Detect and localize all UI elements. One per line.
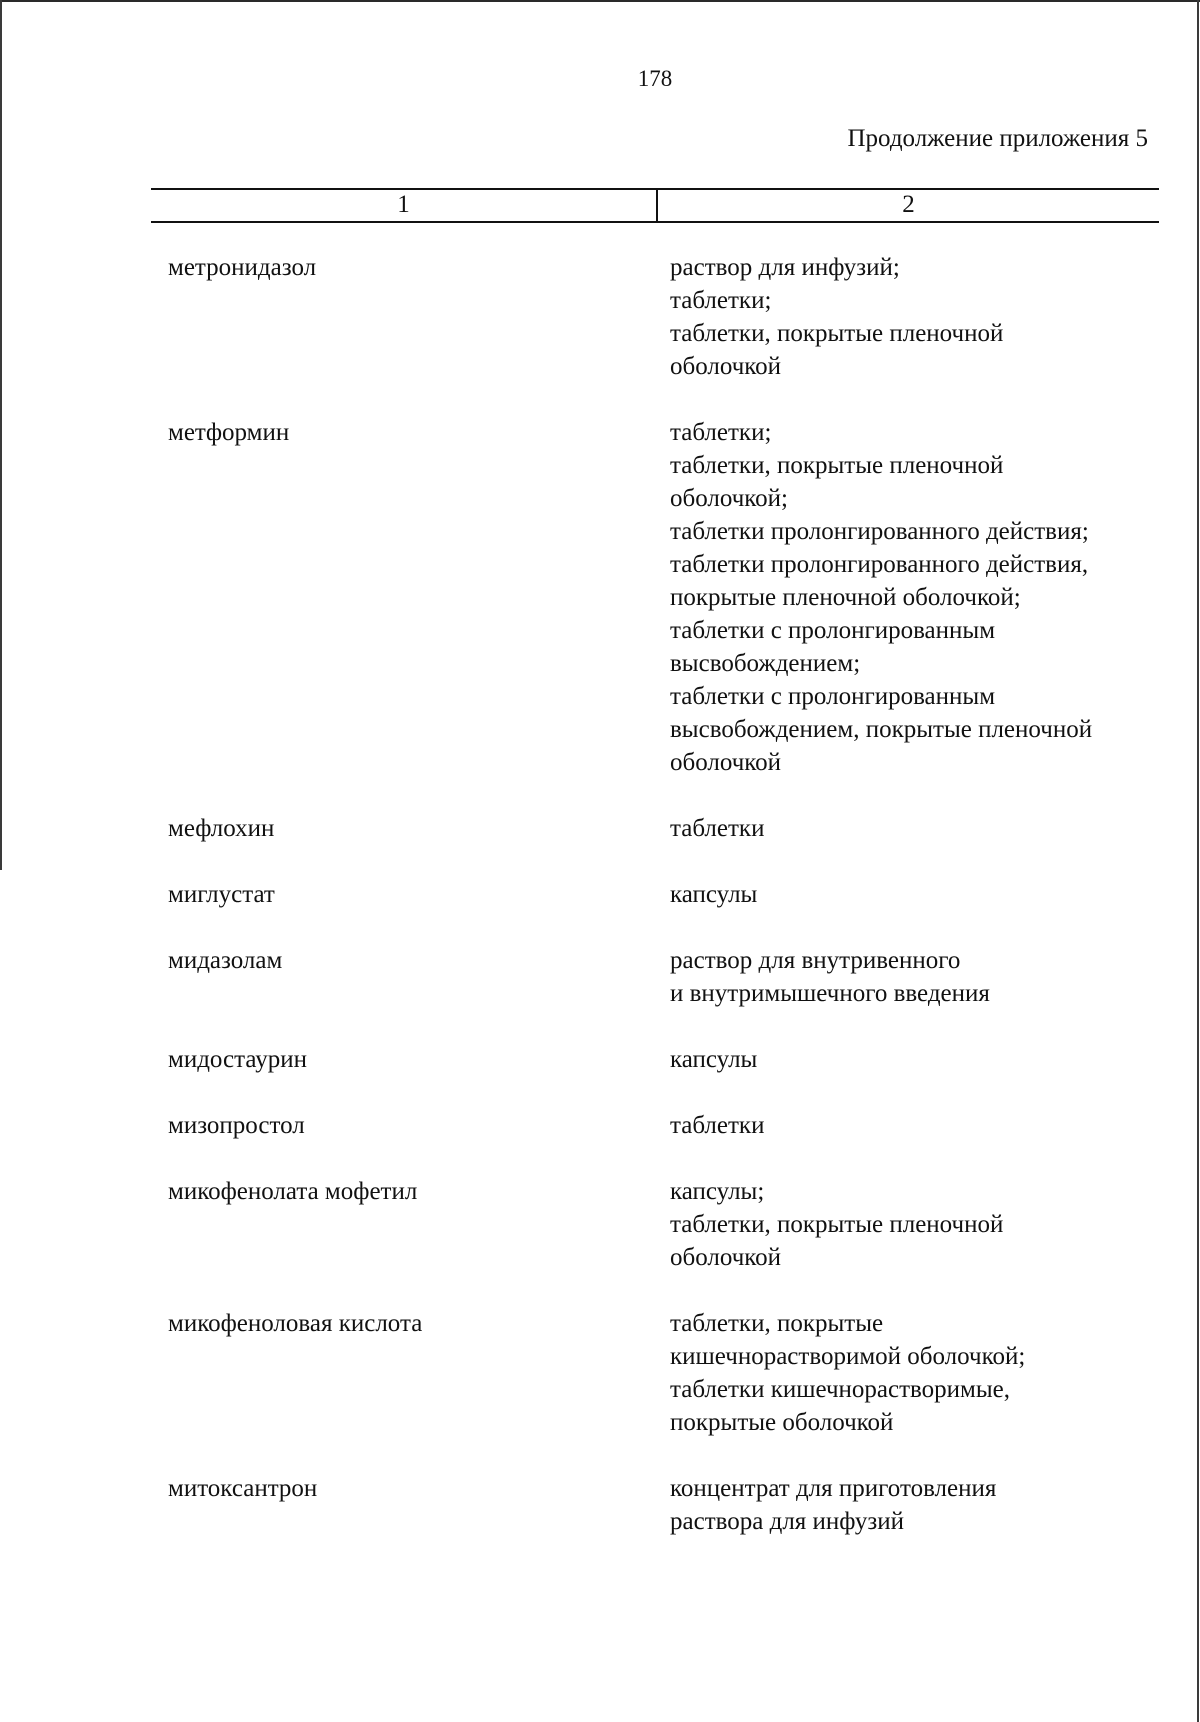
dosage-forms bbox=[670, 1307, 1170, 1439]
column-header-1: 1 bbox=[397, 191, 410, 218]
column-header-2: 2 bbox=[902, 191, 915, 218]
drug-name: миглустат bbox=[168, 881, 275, 908]
dosage-form-line: таблетки bbox=[670, 815, 765, 842]
drug-name: метронидазол bbox=[168, 254, 317, 281]
dosage-forms bbox=[670, 251, 1170, 383]
drug-name: микофенолата мофетил bbox=[168, 1178, 418, 1205]
dosage-form-line: оболочкой; bbox=[670, 485, 788, 512]
drug-name: митоксантрон bbox=[168, 1475, 318, 1502]
dosage-form-line: таблетки, покрытые пленочной bbox=[670, 1211, 1004, 1238]
dosage-forms bbox=[670, 878, 1170, 911]
dosage-forms bbox=[670, 1175, 1170, 1274]
table-row bbox=[0, 251, 1200, 383]
dosage-form-line: таблетки, покрытые пленочной bbox=[670, 320, 1004, 347]
table-row bbox=[0, 812, 1200, 845]
dosage-form-line: оболочкой bbox=[670, 749, 782, 776]
dosage-form-line: таблетки кишечнорастворимые, bbox=[670, 1376, 1010, 1403]
table-row bbox=[0, 1307, 1200, 1439]
dosage-form-line: покрытые пленочной оболочкой; bbox=[670, 584, 1021, 611]
drug-name: мидостаурин bbox=[168, 1046, 307, 1073]
table-header-top-rule bbox=[151, 188, 1159, 190]
scan-edge-top bbox=[0, 0, 1200, 2]
dosage-forms bbox=[670, 1043, 1170, 1076]
table-row bbox=[0, 416, 1200, 779]
dosage-form-line: концентрат для приготовления bbox=[670, 1475, 997, 1502]
dosage-form-line: таблетки с пролонгированным bbox=[670, 683, 996, 710]
table-row bbox=[0, 878, 1200, 911]
dosage-form-line: таблетки с пролонгированным bbox=[670, 617, 996, 644]
dosage-forms bbox=[670, 416, 1170, 779]
drug-name: мефлохин bbox=[168, 815, 275, 842]
appendix-note: Продолжение приложения 5 bbox=[847, 125, 1148, 152]
dosage-form-line: оболочкой bbox=[670, 353, 782, 380]
drug-name: метформин bbox=[168, 419, 290, 446]
drug-name: мизопростол bbox=[168, 1112, 305, 1139]
dosage-forms bbox=[670, 944, 1170, 1010]
dosage-forms bbox=[670, 812, 1170, 845]
dosage-form-line: раствор для инфузий; bbox=[670, 254, 900, 281]
dosage-form-line: таблетки bbox=[670, 1112, 765, 1139]
dosage-form-line: раствор для внутривенного bbox=[670, 947, 961, 974]
table-row bbox=[0, 944, 1200, 1010]
table-header-bottom-rule bbox=[151, 221, 1159, 223]
table-row bbox=[0, 1175, 1200, 1274]
dosage-form-line: капсулы; bbox=[670, 1178, 765, 1205]
drug-name: мидазолам bbox=[168, 947, 283, 974]
table-row bbox=[0, 1043, 1200, 1076]
dosage-form-line: капсулы bbox=[670, 881, 758, 908]
dosage-form-line: и внутримышечного введения bbox=[670, 980, 990, 1007]
dosage-form-line: высвобождением; bbox=[670, 650, 861, 677]
dosage-form-line: капсулы bbox=[670, 1046, 758, 1073]
dosage-form-line: кишечнорастворимой оболочкой; bbox=[670, 1343, 1026, 1370]
dosage-forms bbox=[670, 1109, 1170, 1142]
dosage-form-line: раствора для инфузий bbox=[670, 1508, 905, 1535]
table-row bbox=[0, 1109, 1200, 1142]
dosage-forms bbox=[670, 1472, 1170, 1538]
dosage-form-line: оболочкой bbox=[670, 1244, 782, 1271]
table-row bbox=[0, 1472, 1200, 1538]
dosage-form-line: таблетки, покрытые пленочной bbox=[670, 452, 1004, 479]
dosage-form-line: таблетки, покрытые bbox=[670, 1310, 884, 1337]
table-body bbox=[0, 251, 1200, 1571]
page-number: 178 bbox=[637, 66, 673, 91]
dosage-form-line: покрытые оболочкой bbox=[670, 1409, 894, 1436]
dosage-form-line: таблетки пролонгированного действия; bbox=[670, 518, 1089, 545]
dosage-form-line: таблетки; bbox=[670, 419, 772, 446]
dosage-form-line: таблетки пролонгированного действия, bbox=[670, 551, 1089, 578]
dosage-form-line: высвобождением, покрытые пленочной bbox=[670, 716, 1093, 743]
dosage-form-line: таблетки; bbox=[670, 287, 772, 314]
drug-name: микофеноловая кислота bbox=[168, 1310, 423, 1337]
